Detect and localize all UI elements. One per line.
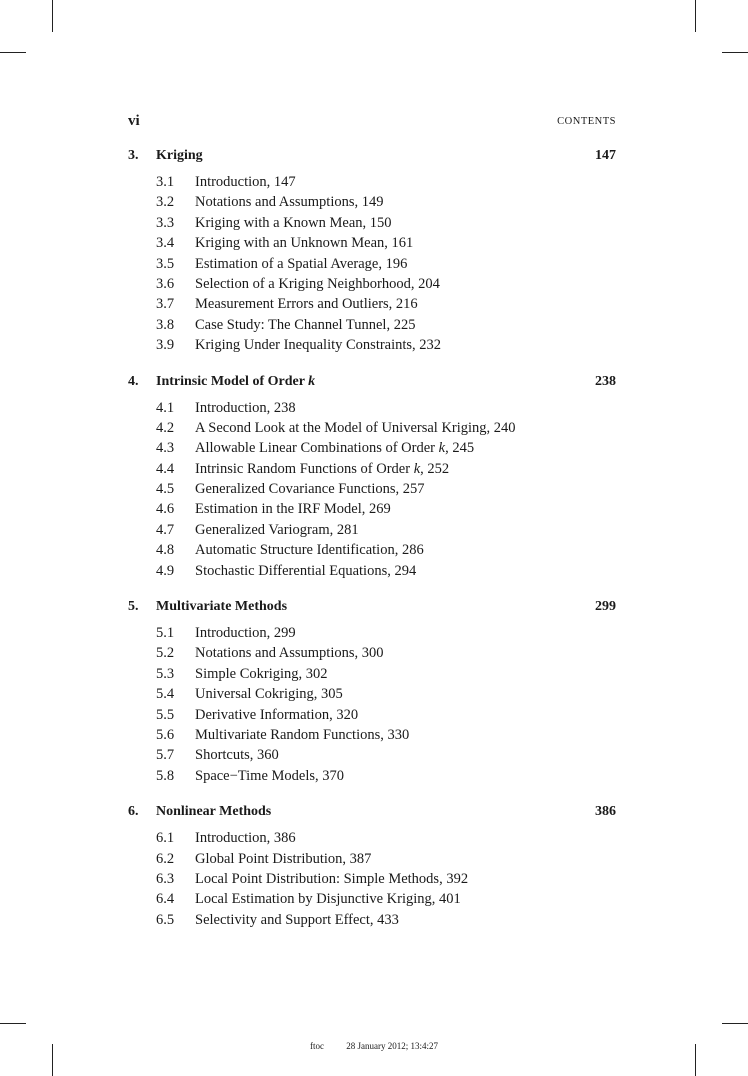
section-entry bbox=[128, 542, 616, 562]
section-title bbox=[195, 666, 328, 683]
section-entry bbox=[128, 317, 616, 337]
page-folio: vi bbox=[128, 113, 140, 129]
chapter-number: 6. bbox=[128, 804, 139, 820]
section-title bbox=[195, 420, 516, 437]
section-title-text: Space−Time Models, 370 bbox=[195, 767, 345, 784]
section-list bbox=[128, 625, 616, 788]
section-title bbox=[195, 400, 296, 417]
section-title bbox=[195, 317, 415, 334]
section-title-text: Measurement Errors and Outliers, 216 bbox=[195, 296, 418, 313]
section-title-text: Stochastic Differential Equations, 294 bbox=[195, 562, 417, 579]
crop-mark bbox=[0, 1023, 26, 1024]
section-number: 4.2 bbox=[156, 419, 175, 436]
section-number: 3.8 bbox=[156, 316, 175, 333]
chapter-heading bbox=[128, 146, 616, 168]
section-title bbox=[195, 768, 344, 785]
section-title bbox=[195, 440, 474, 457]
chapter-heading bbox=[128, 597, 616, 619]
section-list bbox=[128, 400, 616, 584]
section-title bbox=[195, 235, 413, 252]
running-head-title: CONTENTS bbox=[557, 116, 616, 127]
section-number: 4.9 bbox=[156, 562, 175, 579]
section-entry bbox=[128, 337, 616, 357]
section-number: 5.3 bbox=[156, 665, 175, 682]
section-number: 6.1 bbox=[156, 830, 175, 847]
section-number: 6.2 bbox=[156, 850, 175, 867]
section-entry bbox=[128, 215, 616, 235]
section-title-text: Notations and Assumptions, 300 bbox=[195, 645, 384, 662]
chapter-page-number: 299 bbox=[595, 599, 616, 615]
section-number: 3.1 bbox=[156, 174, 175, 190]
section-entry bbox=[128, 400, 616, 420]
chapter-page-number: 238 bbox=[595, 373, 616, 389]
section-title bbox=[195, 851, 371, 868]
chapter-title bbox=[156, 148, 203, 164]
crop-mark bbox=[52, 0, 53, 32]
section-entry bbox=[128, 707, 616, 727]
footer-timestamp: 28 January 2012; 13:4:27 bbox=[346, 1041, 438, 1051]
section-entry bbox=[128, 727, 616, 747]
section-entry bbox=[128, 666, 616, 686]
section-title bbox=[195, 871, 468, 888]
section-title bbox=[195, 727, 409, 744]
section-title-text: A Second Look at the Model of Universal Kriging, 240 bbox=[195, 419, 516, 436]
section-entry bbox=[128, 194, 616, 214]
section-number: 3.4 bbox=[156, 235, 175, 252]
section-page-ref: , 245 bbox=[445, 440, 475, 457]
section-number: 4.1 bbox=[156, 399, 175, 416]
crop-mark bbox=[722, 1023, 748, 1024]
chapter-title bbox=[156, 374, 315, 390]
section-title bbox=[195, 522, 359, 539]
chapter-title-text: Intrinsic Model of Order bbox=[156, 373, 309, 389]
section-number: 5.7 bbox=[156, 747, 175, 764]
section-title bbox=[195, 830, 296, 847]
section-title bbox=[195, 194, 384, 211]
section-number: 6.3 bbox=[156, 870, 175, 887]
section-title-text: Introduction, 386 bbox=[195, 830, 296, 847]
section-number: 4.3 bbox=[156, 440, 175, 457]
section-title-text: Estimation of a Spatial Average, 196 bbox=[195, 255, 408, 272]
section-title bbox=[195, 296, 418, 313]
section-number: 6.5 bbox=[156, 911, 175, 928]
chapter-page-number: 386 bbox=[595, 804, 616, 820]
section-number: 6.4 bbox=[156, 891, 175, 908]
section-number: 5.4 bbox=[156, 686, 175, 703]
section-title-text: Derivative Information, 320 bbox=[195, 706, 359, 723]
section-entry bbox=[128, 501, 616, 521]
section-title-text: Estimation in the IRF Model, 269 bbox=[195, 501, 391, 518]
section-number: 4.7 bbox=[156, 521, 175, 538]
section-title bbox=[195, 891, 461, 908]
section-title-text: Global Point Distribution, 387 bbox=[195, 850, 372, 867]
section-title-text: Automatic Structure Identification, 286 bbox=[195, 542, 424, 559]
section-title bbox=[195, 276, 440, 293]
section-entry bbox=[128, 174, 616, 194]
section-number: 3.2 bbox=[156, 194, 175, 211]
section-number: 4.8 bbox=[156, 542, 175, 559]
section-title-text: Introduction, 238 bbox=[195, 399, 296, 416]
chapter-title-variable: k bbox=[308, 373, 316, 389]
chapter-title bbox=[156, 599, 287, 615]
section-title-text: Kriging Under Inequality Constraints, 232 bbox=[195, 337, 442, 354]
section-entry bbox=[128, 276, 616, 296]
section-title-text: Introduction, 147 bbox=[195, 174, 296, 190]
section-title-variable: k bbox=[438, 440, 446, 457]
section-title-variable: k bbox=[413, 460, 421, 477]
section-title bbox=[195, 625, 296, 642]
section-number: 5.5 bbox=[156, 706, 175, 723]
chapter-title-text: Nonlinear Methods bbox=[156, 804, 272, 820]
section-entry bbox=[128, 830, 616, 850]
section-title bbox=[195, 912, 399, 929]
chapter-title bbox=[156, 804, 271, 820]
section-title bbox=[195, 337, 441, 354]
section-title bbox=[195, 501, 391, 518]
toc-chapter bbox=[128, 802, 616, 932]
section-entry bbox=[128, 461, 616, 481]
page-footer bbox=[0, 1041, 748, 1051]
section-list bbox=[128, 174, 616, 358]
section-title-text: Intrinsic Random Functions of Order bbox=[195, 460, 414, 477]
section-title bbox=[195, 686, 343, 703]
section-entry bbox=[128, 256, 616, 276]
section-title-text: Local Point Distribution: Simple Methods, 392 bbox=[195, 870, 469, 887]
section-entry bbox=[128, 912, 616, 932]
section-entry bbox=[128, 420, 616, 440]
section-number: 3.9 bbox=[156, 337, 175, 354]
table-of-contents bbox=[128, 146, 616, 946]
crop-mark bbox=[695, 0, 696, 32]
section-entry bbox=[128, 686, 616, 706]
section-title-text: Selectivity and Support Effect, 433 bbox=[195, 911, 399, 928]
section-entry bbox=[128, 768, 616, 788]
section-number: 4.4 bbox=[156, 460, 175, 477]
section-entry bbox=[128, 481, 616, 501]
section-number: 5.6 bbox=[156, 726, 175, 743]
section-number: 3.5 bbox=[156, 255, 175, 272]
section-number: 4.5 bbox=[156, 481, 175, 498]
section-title bbox=[195, 481, 425, 498]
section-title bbox=[195, 747, 279, 764]
section-title-text: Simple Cokriging, 302 bbox=[195, 665, 328, 682]
section-title-text: Shortcuts, 360 bbox=[195, 747, 279, 764]
section-title-text: Local Estimation by Disjunctive Kriging, 401 bbox=[195, 891, 461, 908]
section-title-text: Notations and Assumptions, 149 bbox=[195, 194, 384, 211]
crop-mark bbox=[722, 52, 748, 53]
crop-mark bbox=[0, 52, 26, 53]
section-title bbox=[195, 174, 296, 191]
chapter-heading bbox=[128, 372, 616, 394]
section-number: 5.2 bbox=[156, 645, 175, 662]
chapter-number: 4. bbox=[128, 373, 139, 389]
section-title-text: Kriging with a Known Mean, 150 bbox=[195, 214, 392, 231]
footer-file: ftoc bbox=[310, 1041, 324, 1051]
section-entry bbox=[128, 522, 616, 542]
section-number: 5.8 bbox=[156, 767, 175, 784]
section-number: 4.6 bbox=[156, 501, 175, 518]
section-title-text: Generalized Variogram, 281 bbox=[195, 521, 359, 538]
chapter-title-text: Kriging bbox=[156, 148, 203, 163]
section-title-text: Multivariate Random Functions, 330 bbox=[195, 726, 410, 743]
section-entry bbox=[128, 235, 616, 255]
chapter-page-number: 147 bbox=[595, 148, 616, 163]
section-title-text: Kriging with an Unknown Mean, 161 bbox=[195, 235, 414, 252]
section-number: 3.6 bbox=[156, 275, 175, 292]
section-list bbox=[128, 830, 616, 932]
toc-chapter bbox=[128, 372, 616, 584]
section-page-ref: , 252 bbox=[420, 460, 450, 477]
section-entry bbox=[128, 747, 616, 767]
section-title bbox=[195, 707, 358, 724]
section-entry bbox=[128, 625, 616, 645]
section-title-text: Generalized Covariance Functions, 257 bbox=[195, 481, 425, 498]
section-title-text: Universal Cokriging, 305 bbox=[195, 686, 343, 703]
section-title bbox=[195, 461, 449, 478]
section-title bbox=[195, 215, 392, 232]
section-title-text: Case Study: The Channel Tunnel, 225 bbox=[195, 316, 416, 333]
section-title-text: Allowable Linear Combinations of Order bbox=[195, 440, 439, 457]
chapter-title-text: Multivariate Methods bbox=[156, 599, 288, 615]
section-entry bbox=[128, 296, 616, 316]
section-title bbox=[195, 563, 416, 580]
section-title bbox=[195, 645, 384, 662]
section-number: 3.7 bbox=[156, 296, 175, 313]
section-number: 3.3 bbox=[156, 214, 175, 231]
running-head bbox=[128, 113, 616, 133]
section-title bbox=[195, 256, 407, 273]
toc-chapter bbox=[128, 146, 616, 358]
section-number: 5.1 bbox=[156, 625, 175, 642]
section-entry bbox=[128, 645, 616, 665]
section-title-text: Introduction, 299 bbox=[195, 625, 296, 642]
section-entry bbox=[128, 891, 616, 911]
section-entry bbox=[128, 563, 616, 583]
section-entry bbox=[128, 440, 616, 460]
section-entry bbox=[128, 851, 616, 871]
chapter-number: 3. bbox=[128, 148, 139, 163]
section-entry bbox=[128, 871, 616, 891]
section-title-text: Selection of a Kriging Neighborhood, 204 bbox=[195, 275, 440, 292]
chapter-heading bbox=[128, 802, 616, 824]
toc-chapter bbox=[128, 597, 616, 788]
chapter-number: 5. bbox=[128, 599, 139, 615]
section-title bbox=[195, 542, 424, 559]
